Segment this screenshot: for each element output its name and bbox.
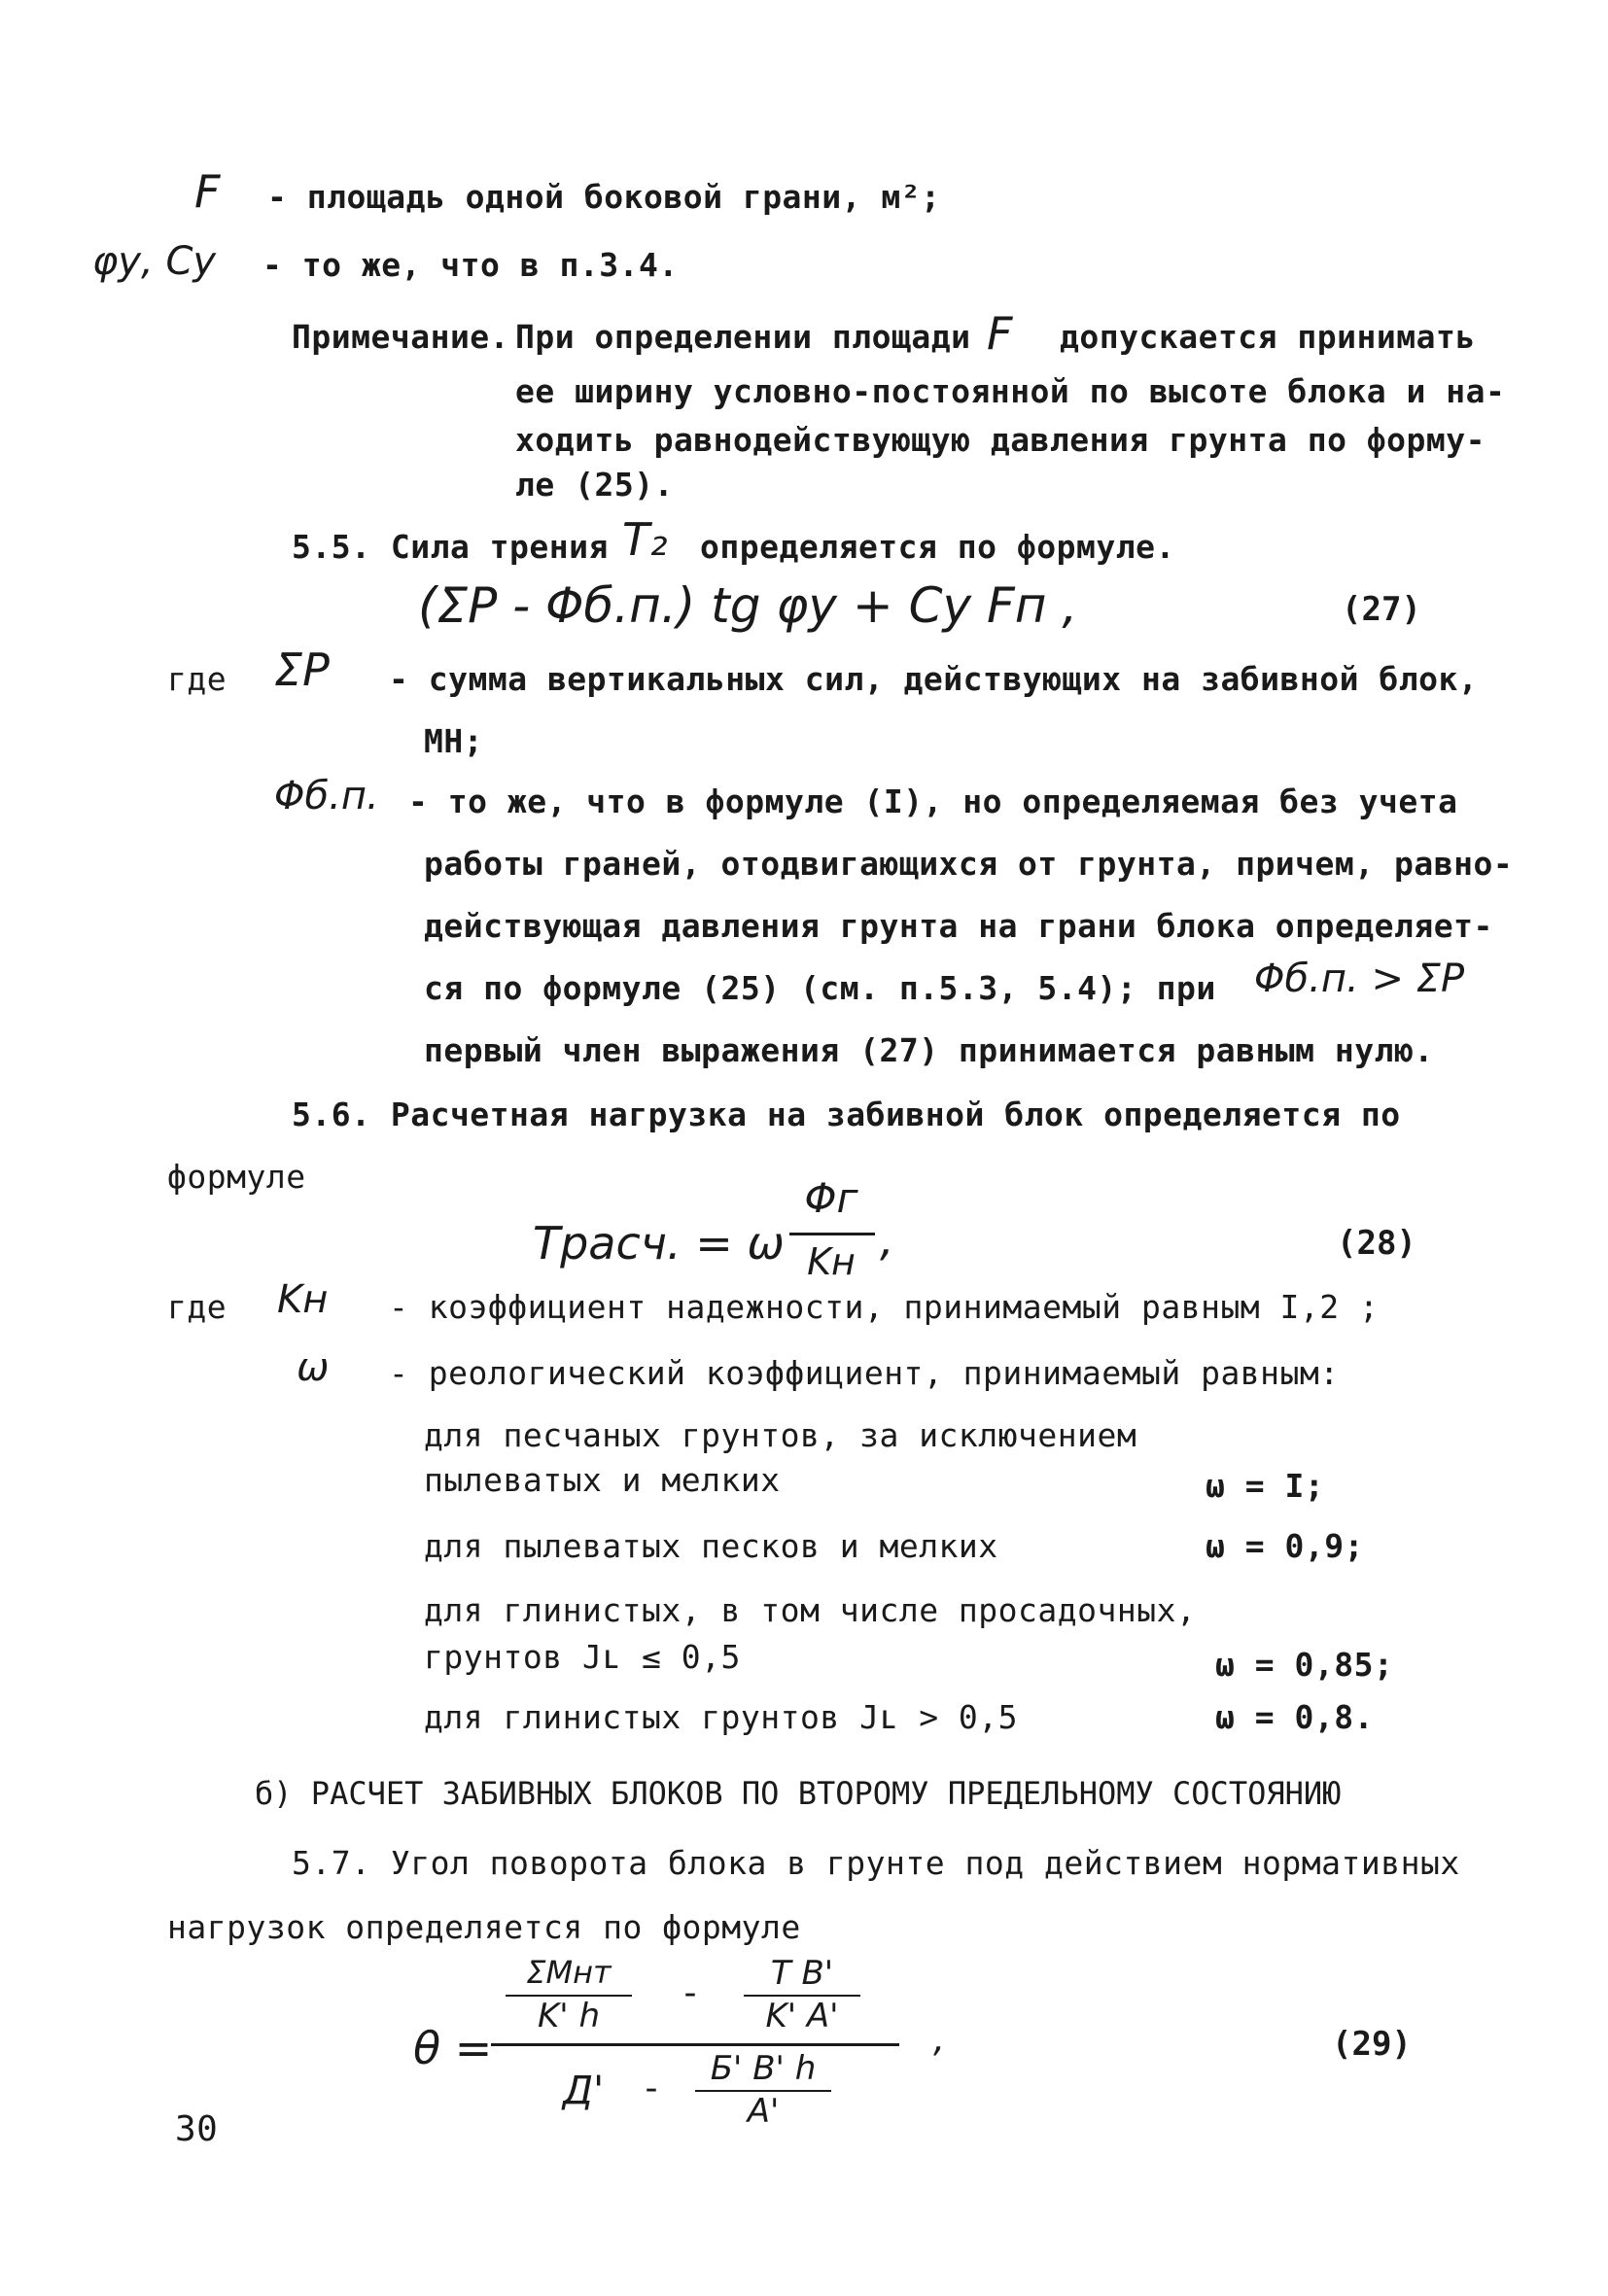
- note-line-3: ходить равнодействующую давления грунта по форму-: [515, 421, 1486, 459]
- symbol-f: F: [194, 165, 221, 218]
- note-symbol-f: F: [987, 307, 1013, 360]
- case-1-line-2: пылеватых и мелких: [424, 1461, 781, 1499]
- equation-number-28: (28): [1337, 1224, 1416, 1263]
- note-line-1: При определении площади: [515, 318, 971, 356]
- formula-29-num-a-top: ΣMнт: [526, 1954, 612, 1991]
- s57-intro-1: 5.7. Угол поворота блока в грунте под действием нормативных: [292, 1844, 1460, 1882]
- formula-29-comma: ,: [933, 2017, 946, 2060]
- formula-27: (ΣP - Φб.п.) tg φу + Су Fп ,: [418, 577, 1078, 634]
- formula-28-comma: ,: [880, 1213, 894, 1266]
- case-2-line-1: для пылеватых песков и мелких: [424, 1527, 998, 1565]
- formula-29-main-bar: [491, 2043, 899, 2046]
- case-3-value: ω = 0,85;: [1215, 1646, 1394, 1684]
- phi-def-1: - то же, что в формуле (I), но определяемая без учета: [408, 783, 1458, 820]
- s55-intro-b: определяется по формуле.: [700, 528, 1175, 566]
- symbol-phi-c: φу, Су: [92, 239, 217, 284]
- s55-symbol-t2: T₂: [622, 513, 668, 566]
- section-b-heading: б) РАСЧЕТ ЗАБИВНЫХ БЛОКОВ ПО ВТОРОМУ ПРЕДЕЛЬНОМУ СОСТОЯНИЮ: [255, 1775, 1342, 1812]
- phi-def-4: ся по формуле (25) (см. п.5.3, 5.4); при: [424, 969, 1216, 1007]
- s57-intro-2: нагрузок определяется по формуле: [167, 1908, 801, 1946]
- symbol-kn: Kн: [277, 1277, 329, 1322]
- formula-28-lhs: Tрасч. = ω: [533, 1217, 785, 1270]
- phi-def-5: первый член выражения (27) принимается равным нулю.: [424, 1031, 1434, 1069]
- s55-intro-a: 5.5. Сила трения: [292, 528, 609, 566]
- sum-p-def-2: МН;: [424, 722, 484, 760]
- case-4-line-1: для глинистых грунтов Jʟ > 0,5: [424, 1698, 1019, 1736]
- formula-29-num-minus: -: [683, 1973, 697, 2013]
- phi-def-2: работы граней, отодвигающихся от грунта, причем, равно-: [424, 845, 1514, 883]
- formula-29-den-b-top: Б' B' h: [710, 2049, 817, 2088]
- formula-28-denominator: Kн: [807, 1240, 856, 1283]
- formula-28-bar: [789, 1233, 875, 1235]
- where-label-2: где: [167, 1288, 227, 1326]
- symbol-sum-p: ΣP: [274, 644, 330, 696]
- omega-def: - реологический коэффициент, принимаемый равным:: [389, 1354, 1340, 1392]
- formula-29-theta: θ =: [413, 2022, 493, 2074]
- symbol-omega: ω: [297, 1345, 330, 1390]
- formula-29-den-minus: -: [645, 2069, 658, 2108]
- case-3-line-2: грунтов Jʟ ≤ 0,5: [424, 1638, 741, 1676]
- case-1-value: ω = I;: [1206, 1467, 1325, 1505]
- s56-intro-2: формуле: [167, 1158, 306, 1196]
- note-line-1-end: допускается принимать: [1060, 318, 1476, 356]
- case-3-line-1: для глинистых, в том числе просадочных,: [424, 1591, 1197, 1629]
- equation-number-27: (27): [1342, 590, 1421, 629]
- phi-condition: Φб.п. > ΣP: [1254, 957, 1465, 1001]
- formula-29-den-b-bot: A': [747, 2092, 780, 2131]
- phi-def-3: действующая давления грунта на грани блока определяет-: [424, 907, 1493, 945]
- formula-29-num-a-bot: K' h: [538, 1997, 600, 2035]
- case-1-line-1: для песчаных грунтов, за исключением: [424, 1416, 1137, 1454]
- page-number: 30: [175, 2109, 219, 2149]
- note-line-4: ле (25).: [515, 466, 674, 504]
- formula-29-den-a: Д': [562, 2069, 605, 2113]
- note-line-2: ее ширину условно-постоянной по высоте блока и на-: [515, 372, 1506, 410]
- where-label-1: где: [167, 660, 227, 698]
- definition-phi-c: - то же, что в п.3.4.: [262, 246, 679, 284]
- case-2-value: ω = 0,9;: [1206, 1527, 1364, 1565]
- equation-number-29: (29): [1332, 2025, 1412, 2064]
- formula-29-num-b-top: T B': [770, 1954, 834, 1993]
- sum-p-def-1: - сумма вертикальных сил, действующих на забивной блок,: [389, 660, 1479, 698]
- kn-def: - коэффициент надежности, принимаемый равным I,2 ;: [389, 1288, 1380, 1326]
- note-label: Примечание.: [292, 318, 510, 356]
- formula-29-num-b-bot: K' A': [765, 1997, 839, 2035]
- symbol-phi-bp: Φб.п.: [274, 774, 379, 818]
- case-4-value: ω = 0,8.: [1215, 1698, 1374, 1736]
- definition-f: - площадь одной боковой грани, м²;: [267, 178, 941, 216]
- s56-intro-1: 5.6. Расчетная нагрузка на забивной блок определяется по: [292, 1096, 1401, 1133]
- formula-28-numerator: Φг: [804, 1174, 858, 1222]
